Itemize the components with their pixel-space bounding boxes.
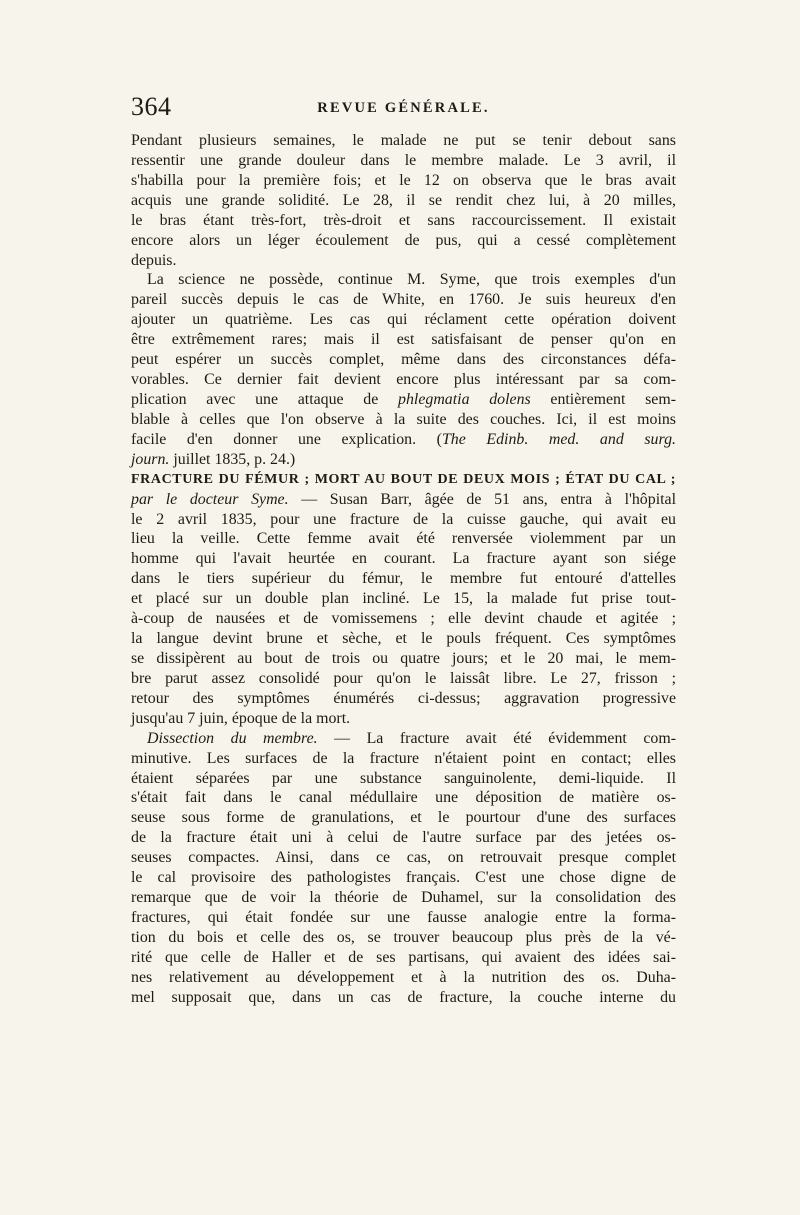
line-text: à-coup de nausées et de vomissemens ; elle devint chaude et agitée ; (131, 610, 676, 628)
text-line (131, 669, 676, 689)
line-text: nes relativement au développement et à la nutrition des os. Duha- (131, 968, 676, 986)
text-line (131, 888, 676, 908)
line-text: lieu la veille. Cette femme avait été renversée violemment par un (131, 530, 676, 548)
text-line (131, 988, 676, 1008)
text-line (131, 350, 676, 370)
text-body (131, 131, 676, 1008)
text-line (131, 769, 676, 789)
text-line (131, 450, 676, 470)
line-text: et placé sur un double plan incliné. Le 15, la malade fut prise tout- (131, 590, 676, 608)
text-line (131, 729, 676, 749)
text-line (131, 370, 676, 390)
italic-text: Dissection du membre. (147, 729, 318, 747)
text-line (131, 749, 676, 769)
text-line (131, 231, 676, 251)
text-line (131, 569, 676, 589)
italic-text: par le docteur Syme. (131, 490, 289, 508)
text-line (131, 410, 676, 430)
line-text: bre parut assez consolidé pour qu'on le laissât libre. Le 27, frisson ; (131, 669, 676, 687)
text-line (131, 510, 676, 530)
line-text: — La fracture avait été évidemment com- (317, 729, 677, 747)
line-text: fractures, qui était fondée sur une fausse analogie entre la forma- (131, 908, 676, 926)
line-text: jusqu'au 7 juin, époque de la mort. (131, 709, 351, 727)
line-text: pareil succès depuis le cas de White, en 1760. Je suis heureux d'en (131, 291, 676, 309)
line-text: seuse sous forme de granulations, et le pourtour d'une des surfaces (131, 809, 676, 827)
text-line (131, 310, 676, 330)
text-line (131, 908, 676, 928)
text-line (131, 808, 676, 828)
line-text: retour des symptômes énumérés ci-dessus; aggravation progressive (131, 689, 676, 707)
text-line (131, 649, 676, 669)
line-text: être extrêmement rares; mais il est satisfaisant de penser qu'on en (131, 331, 676, 349)
text-line (131, 270, 676, 290)
text-line (131, 948, 676, 968)
line-text: s'était fait dans le canal médullaire une déposition de matière os- (131, 789, 676, 807)
line-text: le cal provisoire des pathologistes français. C'est une chose digne de (131, 869, 676, 887)
line-text: Pendant plusieurs semaines, le malade ne put se tenir debout sans (131, 132, 676, 149)
text-line (131, 609, 676, 629)
text-line (131, 151, 676, 171)
line-text: se dissipèrent au bout de trois ou quatre jours; et le 20 mai, le mem- (131, 649, 676, 667)
line-text: facile d'en donner une explication. ( (131, 430, 442, 448)
line-text: vorables. Ce dernier fait devient encore plus intéressant par sa com- (131, 371, 676, 389)
line-text: rité que celle de Haller et de ses partisans, qui avaient des idées sai- (131, 948, 676, 966)
text-line (131, 390, 676, 410)
text-line (131, 629, 676, 649)
line-text: le bras étant très-fort, très-droit et sans raccourcissement. Il existait (131, 211, 676, 229)
line-text: juillet 1835, p. 24.) (169, 450, 296, 468)
text-line (131, 589, 676, 609)
text-line (131, 788, 676, 808)
line-text: remarque que de voir la théorie de Duhamel, sur la consolidation des (131, 889, 676, 907)
italic-text: The Edinb. med. and surg. (441, 430, 676, 448)
page-number: 364 (131, 92, 172, 121)
line-text: minutive. Les surfaces de la fracture n'étaient point en contact; elles (131, 749, 676, 767)
text-line (131, 171, 676, 191)
line-text: s'habilla pour la première fois; et le 12 on observa que le bras avait (131, 171, 676, 189)
line-text: peut espérer un succès complet, même dans des circonstances défa- (131, 351, 676, 369)
line-text: homme qui l'avait heurtée en courant. La fracture ayant son siége (131, 550, 676, 568)
italic-text: journ. (131, 450, 170, 468)
text-line (131, 330, 676, 350)
line-text: — Susan Barr, âgée de 51 ans, entra à l'hôpital (288, 490, 676, 508)
line-text: mel supposait que, dans un cas de fracture, la couche interne du (131, 988, 676, 1006)
line-text: la langue devint brune et sèche, et le pouls fréquent. Ces symptômes (131, 630, 676, 648)
line-text: encore alors un léger écoulement de pus, qui a cessé complètement (131, 231, 676, 249)
line-text: FRACTURE DU FÉMUR ; MORT AU BOUT DE DEUX MOIS ; ÉTAT DU CAL ; (131, 471, 676, 487)
page-header (131, 92, 676, 126)
line-text: La science ne possède, continue M. Syme, que trois exemples d'un (147, 271, 676, 289)
text-line (131, 968, 676, 988)
line-text: ressentir une grande douleur dans le membre malade. Le 3 avril, il (131, 151, 676, 169)
line-text: étaient séparées par une substance sanguinolente, demi-liquide. Il (131, 769, 676, 787)
text-line (131, 709, 676, 729)
text-line (131, 131, 676, 151)
line-text: tion du bois et celle des os, se trouver beaucoup plus près de la vé- (131, 928, 676, 946)
text-line (131, 868, 676, 888)
line-text: depuis. (131, 251, 177, 269)
line-text: entièrement sem- (530, 390, 676, 408)
line-text: ajouter un quatrième. Les cas qui réclament cette opération doivent (131, 311, 676, 329)
line-text: acquis une grande solidité. Le 28, il se rendit chez lui, à 20 milles, (131, 191, 676, 209)
line-text: plication avec une attaque de (131, 390, 399, 408)
text-line (131, 191, 676, 211)
text-line (131, 211, 676, 231)
italic-text: phlegmatia dolens (398, 390, 531, 408)
text-line (131, 828, 676, 848)
line-text: dans le tiers supérieur du fémur, le membre fut entouré d'attelles (131, 570, 676, 588)
text-line (131, 251, 676, 271)
line-text: seuses compactes. Ainsi, dans ce cas, on retrouvait presque complet (131, 849, 676, 867)
text-line (131, 430, 676, 450)
text-line (131, 529, 676, 549)
running-head: REVUE GÉNÉRALE. (317, 100, 490, 116)
text-line (131, 490, 676, 510)
text-line (131, 689, 676, 709)
line-text: blable à celles que l'on observe à la suite des couches. Ici, il est moins (131, 410, 676, 428)
text-line (131, 848, 676, 868)
line-text: de la fracture était uni à celui de l'autre surface par des jetées os- (131, 829, 676, 847)
text-line (131, 290, 676, 310)
text-line (131, 928, 676, 948)
text-line (131, 549, 676, 569)
line-text: le 2 avril 1835, pour une fracture de la cuisse gauche, qui avait eu (131, 510, 676, 528)
section-heading-line (131, 470, 676, 490)
